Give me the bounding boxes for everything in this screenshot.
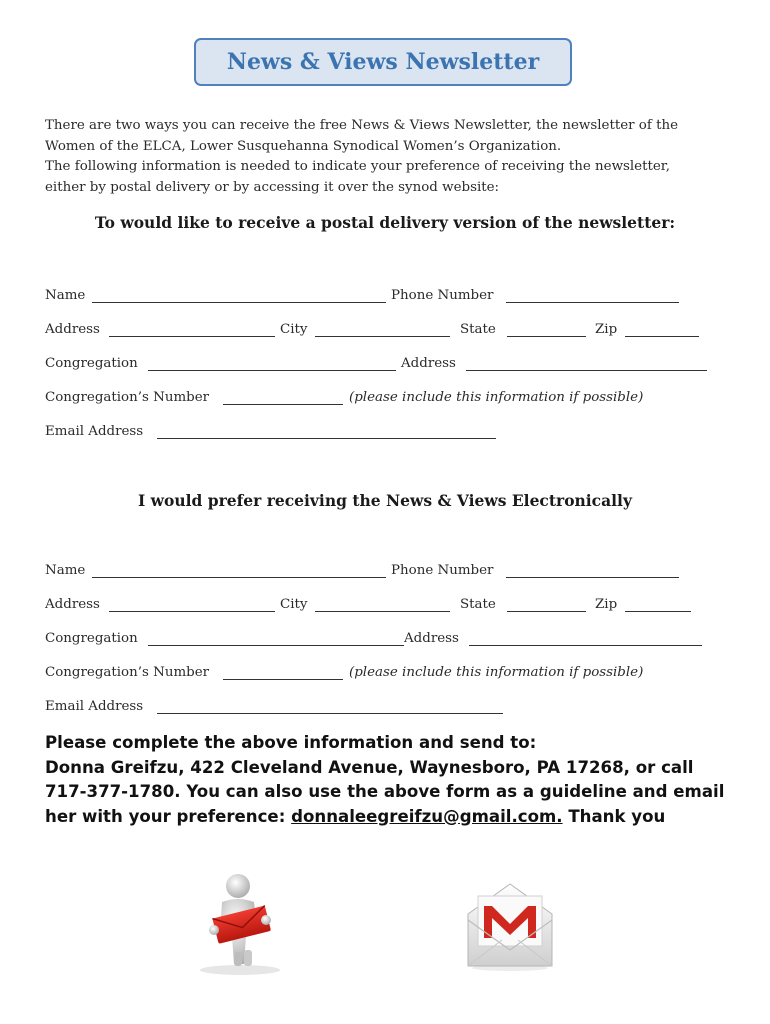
person-holding-envelope-icon [186,872,294,976]
congregation-number-field[interactable] [223,679,343,680]
city-label: City [280,597,308,612]
intro-line-2: Women of the ELCA, Lower Susquehanna Synodical Women’s Organization. [45,138,562,154]
address-field[interactable] [109,611,275,612]
postal-congregation-row [45,356,735,376]
send-line-2: Donna Greifzu, 422 Cleveland Avenue, Waynesboro, PA 17268, or call [45,757,694,777]
congregation-number-field[interactable] [223,404,343,405]
zip-field[interactable] [625,336,699,337]
email-label: Email Address [45,699,144,714]
send-line-1: Please complete the above information and send to: [45,733,537,752]
address-label: Address [45,597,100,612]
postal-name-row [45,288,735,308]
name-label: Name [45,563,86,578]
postal-email-row [45,424,735,444]
city-field[interactable] [315,611,450,612]
electronic-congregation-row [45,631,735,651]
postal-congregation-number-row [45,390,735,410]
phone-label: Phone Number [391,563,494,578]
send-line-4-suffix: Thank you [562,806,666,826]
name-label: Name [45,288,86,303]
electronic-email-row [45,699,735,719]
send-line-4 [45,805,735,830]
send-line-4-prefix: her with your preference: [45,806,292,826]
congregation-address-label: Address [401,356,456,371]
intro-line-4: either by postal delivery or by accessing it over the synod website: [45,179,500,195]
electronic-address-row [45,597,735,617]
intro-line-1: There are two ways you can receive the free News & Views Newsletter, the newsletter of the [45,118,679,133]
city-field[interactable] [315,336,450,337]
email-label: Email Address [45,424,144,439]
electronic-section-heading: I would prefer receiving the News & Views Electronically [138,491,632,510]
congregation-label: Congregation [45,631,138,646]
electronic-congregation-number-row [45,665,735,685]
state-field[interactable] [507,611,586,612]
email-field[interactable] [157,713,503,714]
congregation-label: Congregation [45,356,138,371]
intro-line-3: The following information is needed to indicate your preference of receiving the newsletter, [45,159,670,174]
zip-field[interactable] [625,611,691,612]
city-label: City [280,322,308,337]
address-field[interactable] [109,336,275,337]
email-link[interactable]: donnaleegreifzu@gmail.com. [291,806,563,826]
zip-label: Zip [595,597,618,612]
phone-label: Phone Number [391,288,494,303]
page-title: News & Views Newsletter [226,49,540,75]
name-field[interactable] [92,577,386,578]
phone-field[interactable] [506,302,679,303]
state-label: State [460,322,496,337]
congregation-field[interactable] [148,370,396,371]
congregation-number-label: Congregation’s Number [45,665,210,680]
gmail-envelope-icon [466,880,554,972]
congregation-number-label: Congregation’s Number [45,390,210,405]
zip-label: Zip [595,322,618,337]
send-line-3: 717-377-1780. You can also use the above form as a guideline and email [45,782,725,801]
intro-paragraph [45,116,735,198]
postal-section-heading: To would like to receive a postal delivery version of the newsletter: [94,213,676,232]
congregation-field[interactable] [148,645,404,646]
newsletter-title-box [194,38,572,86]
send-instructions [45,731,735,829]
name-field[interactable] [92,302,386,303]
congregation-number-note: (please include this information if possible) [349,390,644,405]
email-field[interactable] [157,438,496,439]
state-label: State [460,597,496,612]
electronic-name-row [45,563,735,583]
postal-address-row [45,322,735,342]
address-label: Address [45,322,100,337]
congregation-address-label: Address [404,631,459,646]
state-field[interactable] [507,336,586,337]
congregation-address-field[interactable] [469,645,702,646]
phone-field[interactable] [506,577,679,578]
congregation-address-field[interactable] [466,370,707,371]
congregation-number-note: (please include this information if possible) [349,665,644,680]
